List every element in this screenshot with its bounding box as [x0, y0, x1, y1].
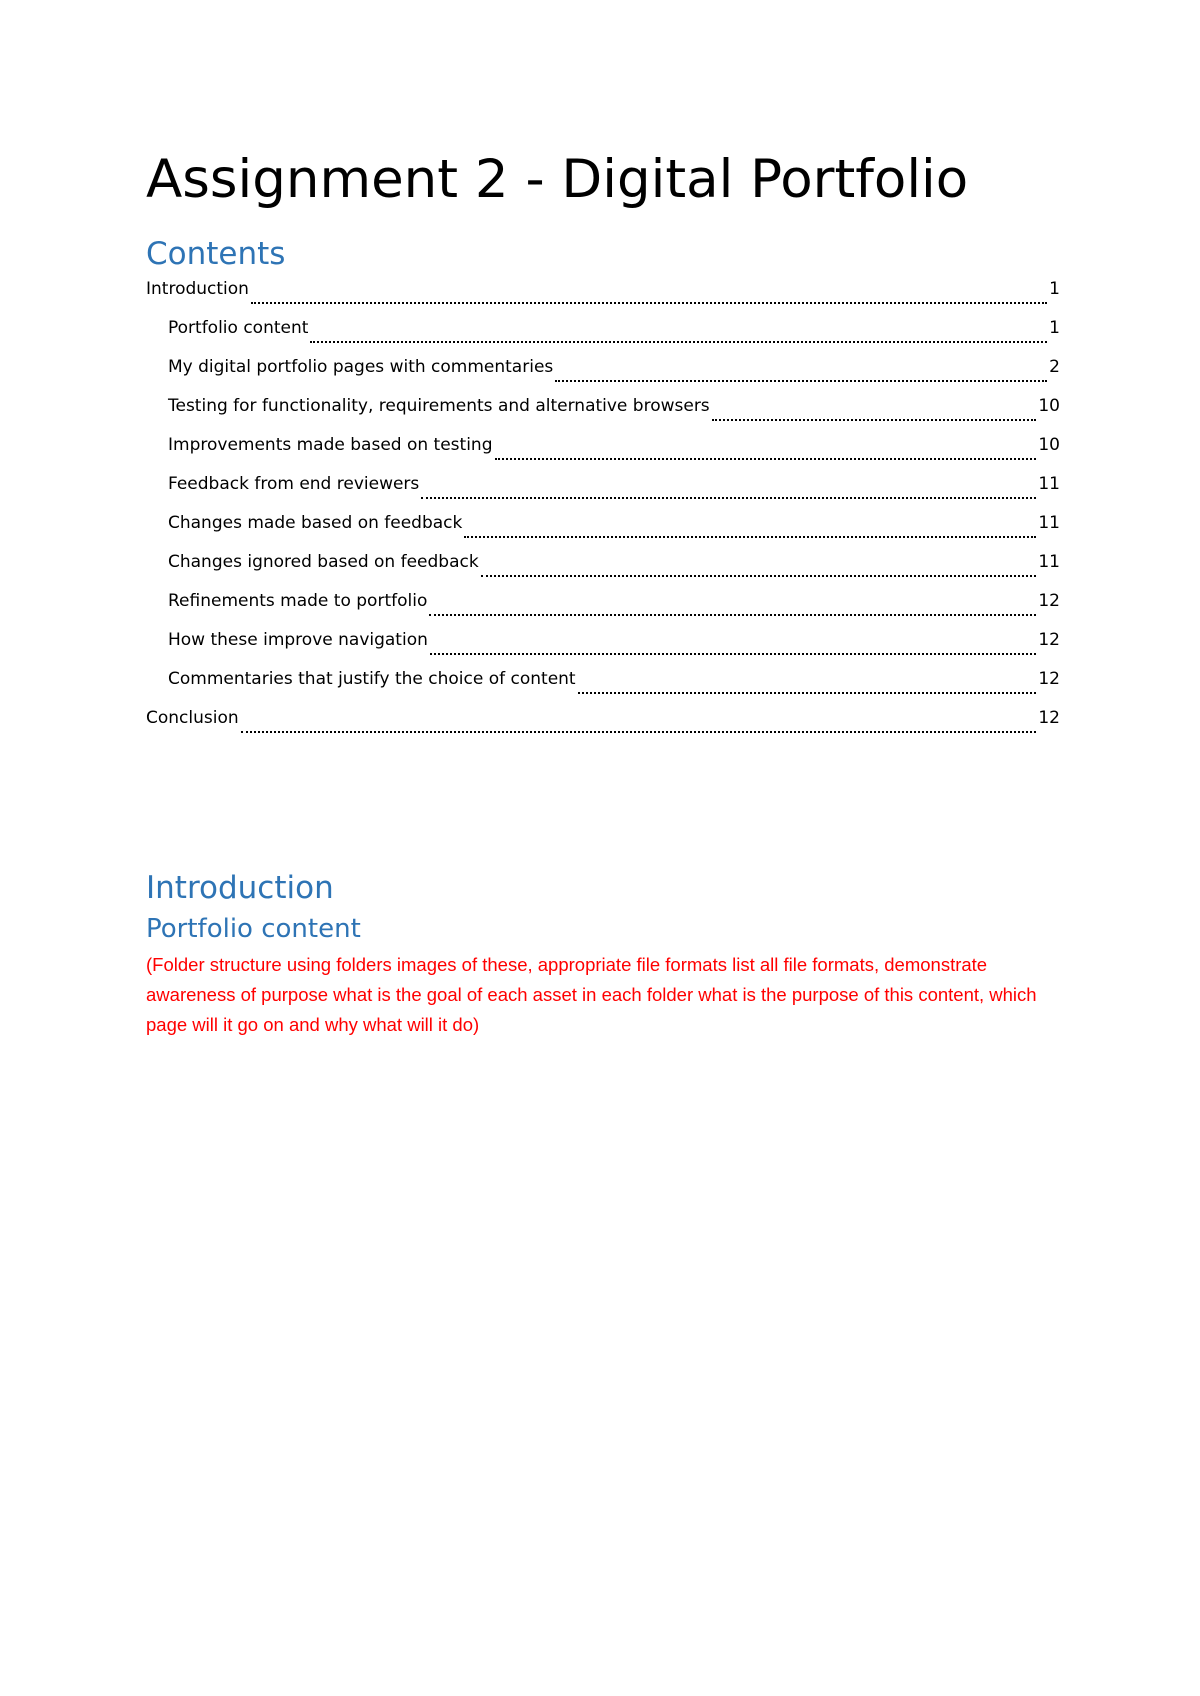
toc-entry-page: 1	[1049, 279, 1060, 299]
toc-entry-label: Refinements made to portfolio	[168, 591, 428, 611]
toc-entry[interactable]	[146, 276, 1060, 315]
toc-entry[interactable]	[146, 393, 1060, 432]
toc-entry[interactable]	[146, 315, 1060, 354]
toc-entry-page: 12	[1038, 708, 1060, 728]
toc-dot-leader	[430, 653, 1036, 655]
toc-entry[interactable]	[146, 432, 1060, 471]
toc-entry[interactable]	[146, 666, 1060, 705]
toc-dot-leader	[555, 380, 1047, 382]
instruction-note: (Folder structure using folders images of these, appropriate file formats list all file formats, demonstrate awareness of purpose what is the goal of each asset in each folder what is the purpose of this content, which page will it go on and why what will it do)	[146, 954, 1037, 1035]
toc-entry-label: Conclusion	[146, 708, 239, 728]
toc-entry[interactable]	[146, 471, 1060, 510]
toc-entry-page: 10	[1038, 435, 1060, 455]
toc-entry-label: Feedback from end reviewers	[168, 474, 420, 494]
toc-entry[interactable]	[146, 549, 1060, 588]
toc-dot-leader	[495, 458, 1037, 460]
section-heading-introduction: Introduction	[146, 870, 334, 906]
toc-dot-leader	[310, 341, 1047, 343]
toc-entry-label: Changes ignored based on feedback	[168, 552, 479, 572]
toc-entry-page: 12	[1038, 669, 1060, 689]
toc-dot-leader	[578, 692, 1037, 694]
toc-dot-leader	[251, 302, 1047, 304]
toc-entry[interactable]	[146, 354, 1060, 393]
toc-entry-label: How these improve navigation	[168, 630, 428, 650]
toc-dot-leader	[429, 614, 1036, 616]
toc-entry-label: Improvements made based on testing	[168, 435, 493, 455]
toc-entry-page: 12	[1038, 591, 1060, 611]
table-of-contents	[146, 276, 1060, 744]
toc-dot-leader	[241, 731, 1037, 733]
toc-entry-label: Commentaries that justify the choice of content	[168, 669, 576, 689]
toc-entry-page: 10	[1038, 396, 1060, 416]
toc-entry-page: 11	[1038, 474, 1060, 494]
toc-entry-label: Testing for functionality, requirements and alternative browsers	[168, 396, 710, 416]
toc-dot-leader	[464, 536, 1036, 538]
subsection-heading-portfolio-content: Portfolio content	[146, 914, 361, 944]
toc-entry-page: 1	[1049, 318, 1060, 338]
toc-dot-leader	[421, 497, 1036, 499]
toc-entry[interactable]	[146, 588, 1060, 627]
toc-entry-label: Changes made based on feedback	[168, 513, 463, 533]
toc-entry[interactable]	[146, 627, 1060, 666]
toc-heading: Contents	[146, 236, 286, 272]
toc-entry-label: My digital portfolio pages with commentaries	[168, 357, 554, 377]
toc-entry[interactable]	[146, 705, 1060, 744]
toc-entry-page: 2	[1049, 357, 1060, 377]
toc-entry-label: Introduction	[146, 279, 249, 299]
toc-entry-label: Portfolio content	[168, 318, 309, 338]
toc-entry-page: 11	[1038, 513, 1060, 533]
document-title: Assignment 2 - Digital Portfolio	[146, 149, 969, 210]
toc-dot-leader	[481, 575, 1037, 577]
toc-dot-leader	[712, 419, 1037, 421]
toc-entry[interactable]	[146, 510, 1060, 549]
toc-entry-page: 12	[1038, 630, 1060, 650]
toc-entry-page: 11	[1038, 552, 1060, 572]
